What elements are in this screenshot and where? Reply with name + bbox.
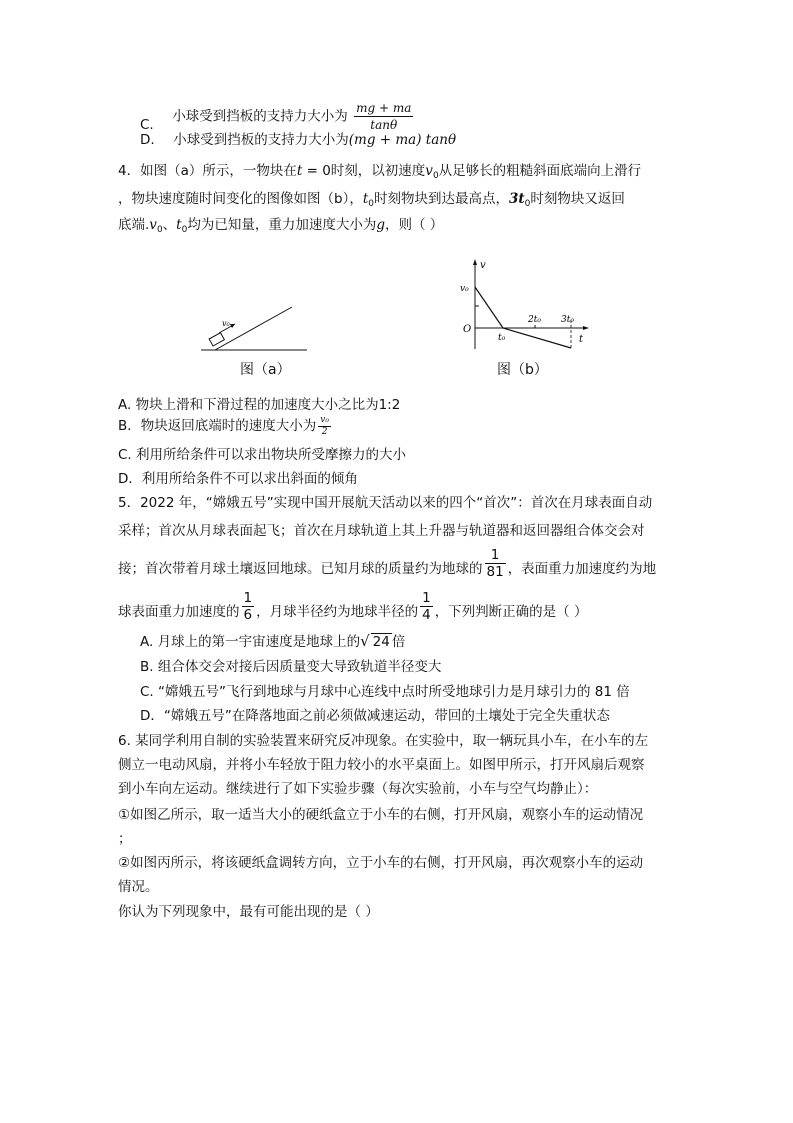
q5-text: 球表面重力加速度的 [118,603,240,620]
q5-stem-line1: 5．2022 年，“嫦娥五号”实现中国开展航天活动以来的四个“首次”：首次在月球表面自动 [118,495,653,511]
q4-text: 时刻物块到达最高点， [374,191,509,207]
vt-up-segment [475,287,503,328]
q4-text: = 0时刻，以初速度 [302,163,426,179]
q4-option-b-fraction: $\frac{\text{v₀}}{2}$ [320,415,329,437]
q4-text: 底端. [118,217,150,233]
q4-sub: 0 [524,199,531,209]
q5-stem-line4 [118,590,587,623]
q4-var-v: v [149,217,157,233]
q3-option-c-fraction: $\frac{mg + ma}{\tan\theta}$ [356,101,412,132]
fig-b-origin: O [463,324,472,335]
q4-var-v: v [425,163,433,179]
q4-option-a: A. 物块上滑和下滑过程的加速度大小之比为1:2 [118,397,401,413]
q6-step2-end: 情况。 [118,879,159,895]
figure-a-caption: 图（a） [240,362,291,378]
q5-option-c: C. “嫦娥五号”飞行到地球与月球中心连线中点时所受地球引力是月球引力的 81 倍 [140,684,630,700]
q4-text: 时刻物块又返回 [530,191,625,207]
vt-down-segment [503,328,571,348]
q5-fraction-1-6: $\frac{1}{6}$ [243,590,253,623]
q4-text: 均为已知量，重力加速度大小为 [187,217,377,233]
q4-var-t: t [296,163,303,179]
fig-b-v0-label: v₀ [460,284,469,294]
fig-b-t-axis: t [579,334,584,345]
q5-text: ，月球半径约为地球半径的 [256,603,419,620]
q6-stem-line1: 6. 某同学利用自制的实验装置来研究反冲现象。在实验中，取一辆玩具小车，在小车的左 [118,733,649,749]
q3-option-d [140,130,456,150]
fig-b-2t0-label: 2t₀ [528,315,541,325]
fig-b-3t0-label: 3t₀ [561,315,574,325]
figure-b-vt-graph [458,256,598,356]
q4-var-t: t [176,217,182,233]
q5-text: 接；首次带着月球土壤返回地球。已知月球的质量约为地球的 [118,560,483,577]
q4-option-c: C. 利用所给条件可以求出物块所受摩擦力的大小 [118,447,407,463]
q4-text: ，物块速度随时间变化的图像如图（b）， [118,191,363,207]
q4-var-t: t [362,191,369,207]
q4-text: 、 [162,217,177,233]
block [209,333,224,346]
fig-b-t0-label: t₀ [498,333,506,343]
q4-sub: 0 [156,225,163,235]
q4-sub: 0 [368,199,374,209]
q6-step1: ①如图乙所示，取一适当大小的硬纸盒立于小车的右侧，打开风扇，观察小车的运动情况 [118,807,644,823]
q5-fraction-1-81: $\frac{1}{81}$ [486,547,504,580]
q3-option-d-label: D. [140,132,155,148]
q4-stem-line1 [118,161,641,186]
q3-option-c-label: C. [140,116,154,133]
fig-a-v0-label: v₀ [222,319,230,328]
q6-stem-line3: 到小车向左运动。继续进行了如下实验步骤（每次实验前，小车与空气均静止）： [118,781,598,797]
q5-option-a: A. 月球上的第一宇宙速度是地球上的√ 24 倍 [140,632,406,650]
q5-option-a-suffix: 倍 [391,634,406,650]
q4-option-d: D．利用所给条件不可以求出斜面的倾角 [118,471,358,487]
q4-sub: 0 [181,225,188,235]
q4-sub: 0 [432,171,439,181]
q6-step1-end: ； [118,831,132,847]
q4-stem-line2 [118,189,625,214]
q4-var-3t: 3t [509,191,525,207]
q4-text: 从足够长的粗糙斜面底端向上滑行 [438,163,642,179]
q5-text: ，下列判断正确的是（ ） [434,603,588,620]
q6-question: 你认为下列现象中，最有可能出现的是（ ） [118,904,379,920]
figure-b-caption: 图（b） [497,362,548,378]
q4-text: 4．如图（a）所示，一物块在 [118,163,297,179]
q5-stem-line3 [118,547,656,580]
q4-var-g: g [376,217,385,233]
q3-option-c-text: 小球受到挡板的支持力大小为 [172,108,348,125]
q5-option-b: B. 组合体交会对接后因质量变大导致轨道半径变大 [140,659,442,675]
q4-stem-line3 [118,215,443,240]
q4-option-b [118,415,333,438]
q3-option-d-text: 小球受到挡板的支持力大小为 [173,132,349,148]
q5-option-a-sqrt: 24 [372,634,390,650]
q5-stem-line2: 采样；首次从月球表面起飞；首次在月球轨道上其上升器与轨道器和返回器组合体交会对 [118,523,645,539]
q5-text: ，表面重力加速度约为地 [507,560,657,577]
q5-option-d: D．“嫦娥五号”在降落地面之前必须做减速运动，带回的土壤处于完全失重状态 [140,708,610,724]
q6-step2: ②如图丙所示，将该硬纸盒调转方向，立于小车的右侧，打开风扇，再次观察小车的运动 [118,855,644,871]
q5-fraction-1-4: $\frac{1}{4}$ [422,590,431,623]
q5-option-a-text: A. 月球上的第一宇宙速度是地球上的 [140,634,361,650]
q3-option-c [140,100,415,133]
fig-b-v-axis: v [480,260,486,271]
figure-a-incline [195,300,315,360]
q4-text: ，则（ ） [385,217,444,233]
q4-option-b-text: B．物块返回底端时的速度大小为 [118,418,317,434]
q3-option-d-formula: (mg + ma) tanθ [348,132,457,148]
q6-stem-line2: 侧立一电动风扇，并将小车轻放于阻力较小的水平桌面上。如图甲所示，打开风扇后观察 [118,757,645,773]
